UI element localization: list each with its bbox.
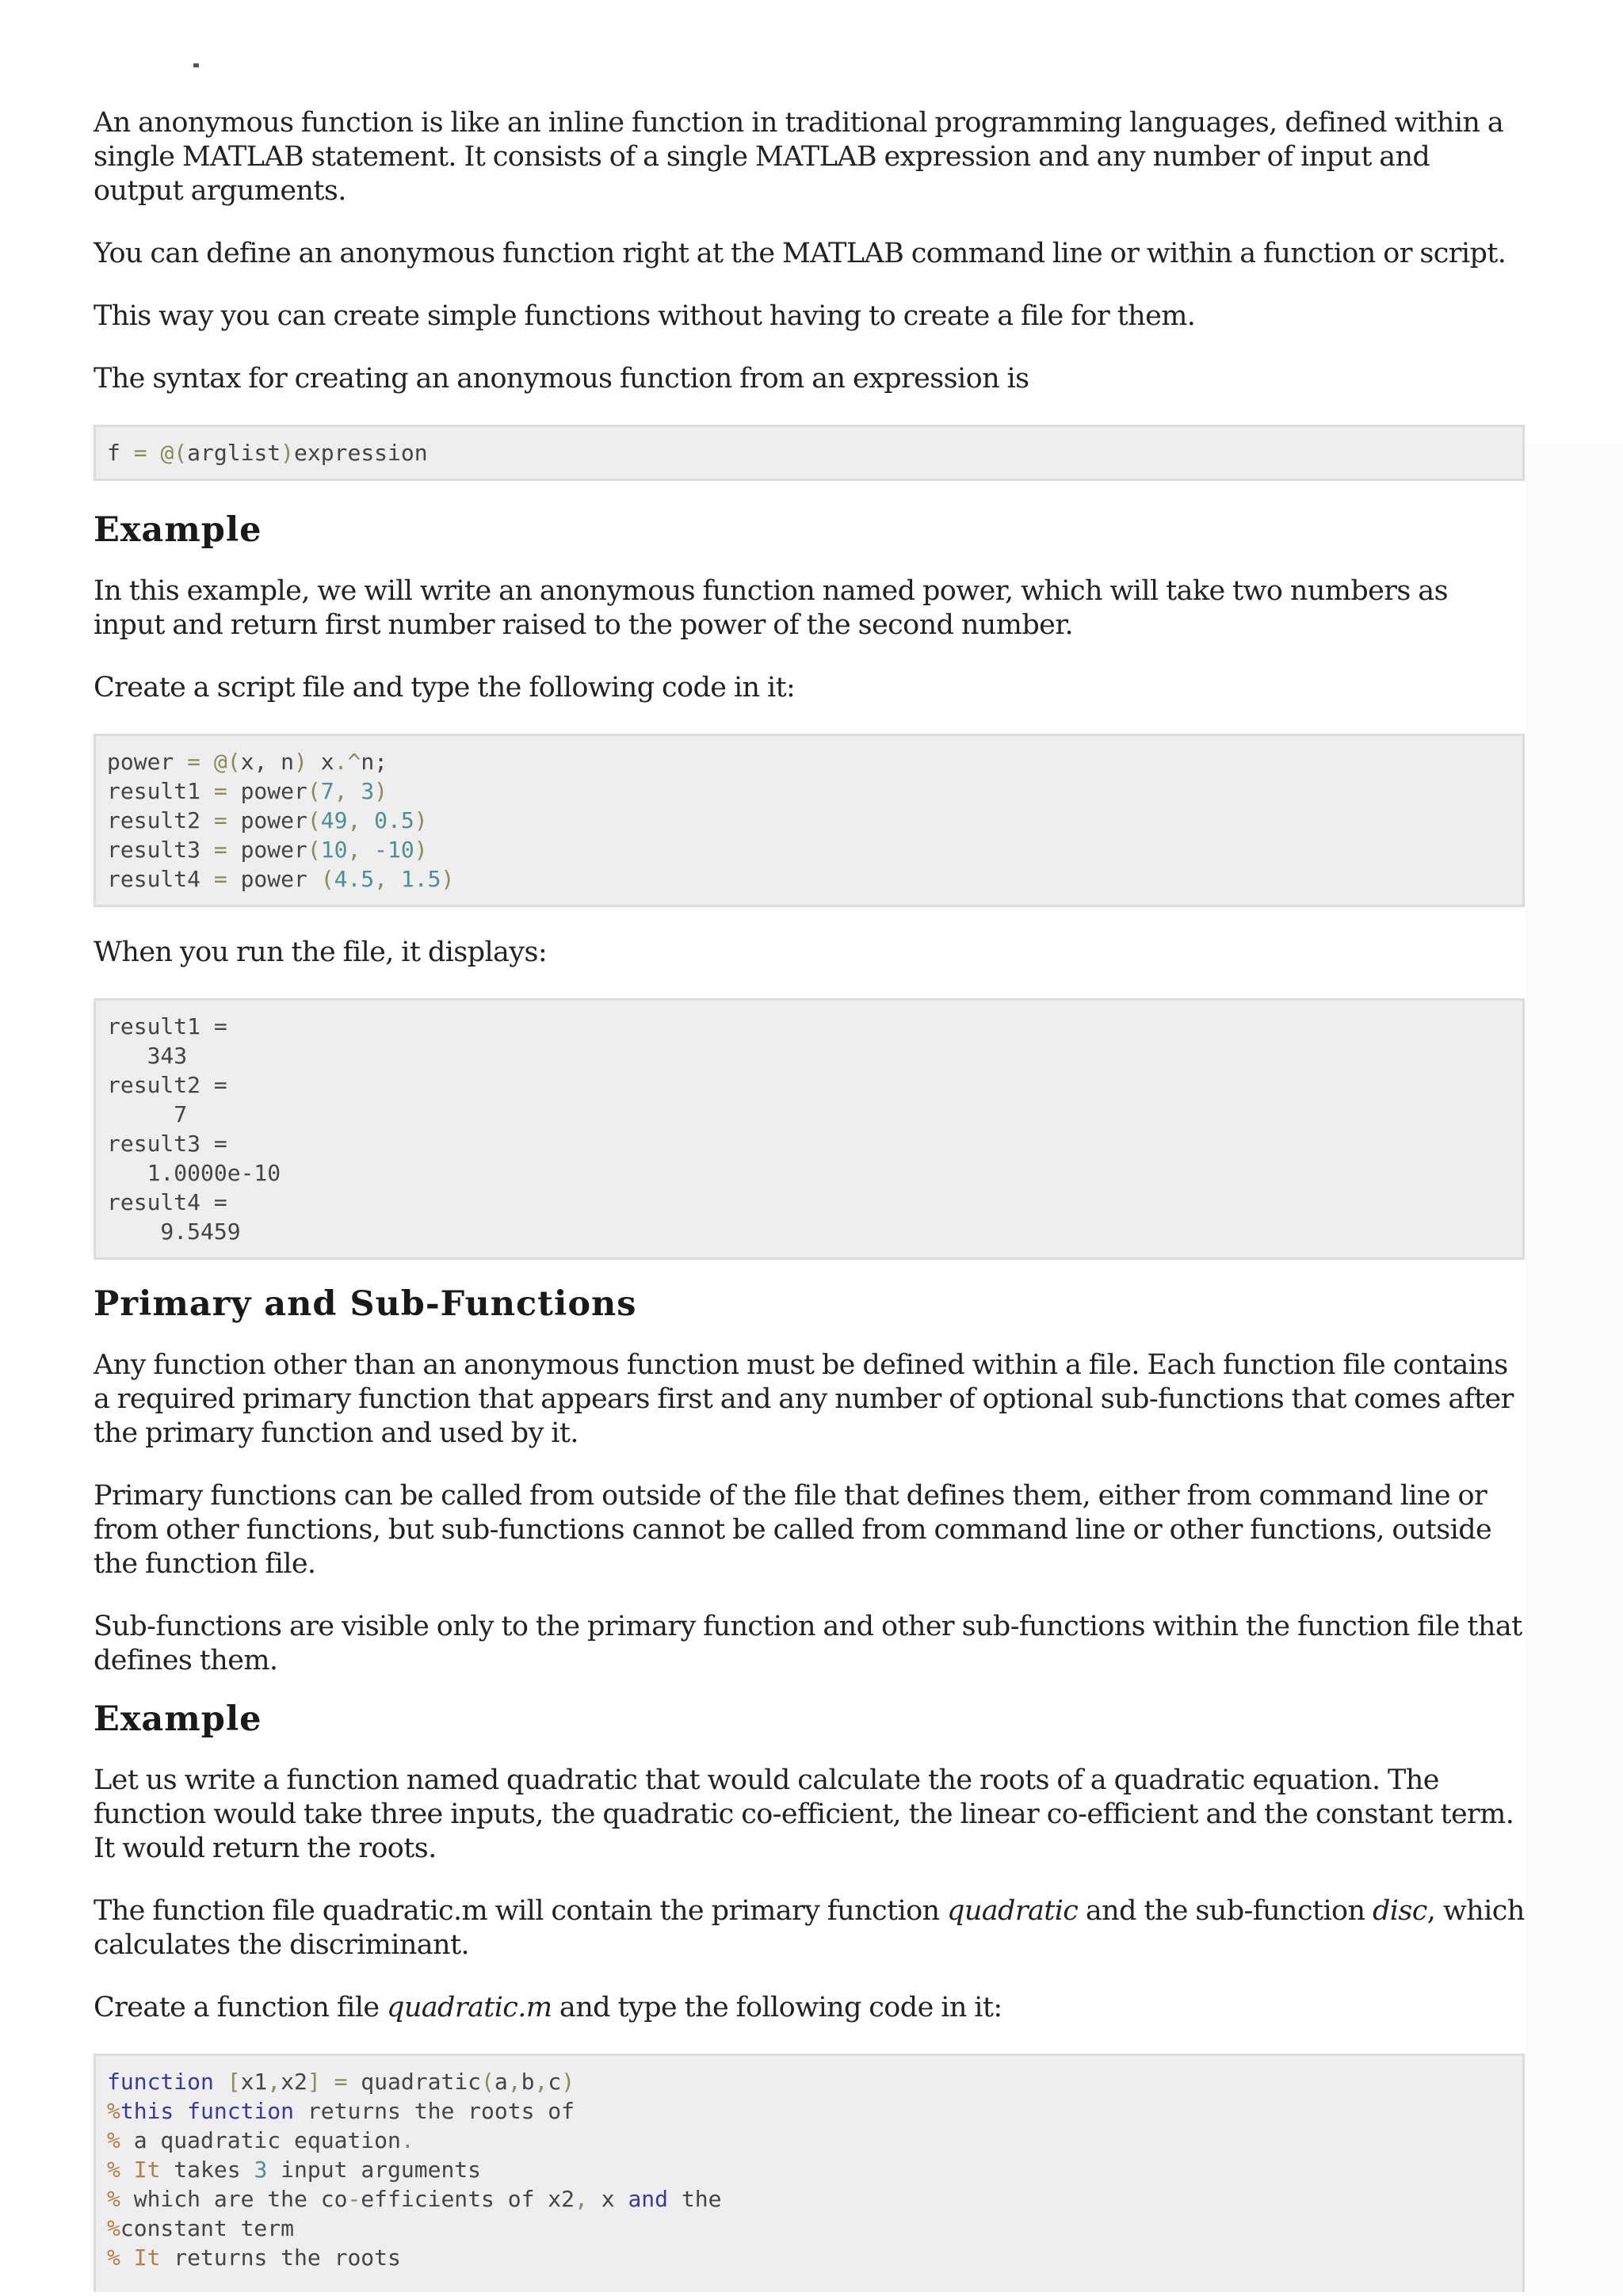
output-code-block — [94, 998, 1525, 1260]
code-line: %this function returns the roots of — [107, 2098, 575, 2124]
code-line: result2 = power(49, 0.5) — [107, 807, 428, 833]
intro-paragraph-3: This way you can create simple functions without having to create a file for them. — [94, 300, 1196, 332]
code-line: result3 = power(10, -10) — [107, 837, 428, 863]
primary-paragraph-1: Any function other than an anonymous function must be defined within a file. Each function file contains a required primary function that appears first and any number of optional sub-functions that comes after the primary function and used by it. — [94, 1349, 1514, 1449]
intro-paragraph-1: An anonymous function is like an inline function in traditional programming languages, defined within a single MATLAB statement. It consists of a single MATLAB expression and any number of input and output arguments. — [94, 107, 1504, 207]
syntax-code-block — [94, 425, 1525, 481]
output-line: 1.0000e-10 — [107, 1160, 281, 1186]
code-line: result4 = power (4.5, 1.5) — [107, 866, 455, 892]
output-line: result3 = — [107, 1131, 227, 1157]
code-line: % which are the co-efficients of x2, x and the — [107, 2186, 722, 2212]
example-heading: Example — [94, 510, 262, 550]
page-edge-shade — [1526, 444, 1623, 2296]
example2-paragraph-3: Create a function file quadratic.m and type the following code in it: — [94, 1992, 1002, 2023]
example-paragraph-3: When you run the file, it displays: — [94, 936, 548, 968]
example2-paragraph-1: Let us write a function named quadratic that would calculate the roots of a quadratic equation. The function would take three inputs, the quadratic co-efficient, the linear co-efficient and the constant term. It would return the roots. — [94, 1764, 1514, 1864]
output-line: 7 — [107, 1101, 188, 1127]
code-line: % a quadratic equation. — [107, 2127, 414, 2153]
code-line: % It takes 3 input arguments — [107, 2157, 482, 2183]
section-heading: Primary and Sub-Functions — [94, 1284, 637, 1324]
quadratic-code-block — [94, 2054, 1525, 2292]
example2-paragraph-2: The function file quadratic.m will contain the primary function quadratic and the sub-function disc, which calculates the discriminant. — [94, 1895, 1525, 1961]
code-line: %constant term — [107, 2215, 295, 2241]
code-line: function [x1,x2] = quadratic(a,b,c) — [107, 2069, 575, 2095]
code-line: result1 = power(7, 3) — [107, 778, 388, 804]
intro-paragraph-2: You can define an anonymous function right at the MATLAB command line or within a function or script. — [94, 238, 1507, 269]
document-content — [94, 106, 1525, 2292]
code-line: power = @(x, n) x.^n; — [107, 749, 388, 775]
output-line: result4 = — [107, 1189, 227, 1215]
example-paragraph-1: In this example, we will write an anonymous function named power, which will take two numbers as input and return first number raised to the power of the second number. — [94, 575, 1448, 641]
primary-paragraph-2: Primary functions can be called from outside of the file that defines them, either from command line or from other functions, but sub-functions cannot be called from command line or other functions, outside the function file. — [94, 1480, 1492, 1580]
code-line: f = @(arglist)expression — [107, 440, 428, 466]
example-paragraph-2: Create a script file and type the following code in it: — [94, 672, 796, 704]
primary-paragraph-3: Sub-functions are visible only to the primary function and other sub-functions within the function file that defines them. — [94, 1611, 1522, 1676]
power-code-block — [94, 734, 1525, 907]
output-line: 343 — [107, 1043, 188, 1069]
example-heading: Example — [94, 1699, 262, 1739]
output-line: result1 = — [107, 1013, 227, 1039]
output-line: 9.5459 — [107, 1219, 241, 1245]
output-line: result2 = — [107, 1072, 227, 1098]
intro-paragraph-4: The syntax for creating an anonymous function from an expression is — [94, 363, 1029, 395]
top-edge-mark — [193, 63, 199, 67]
code-line: % It returns the roots — [107, 2245, 401, 2271]
